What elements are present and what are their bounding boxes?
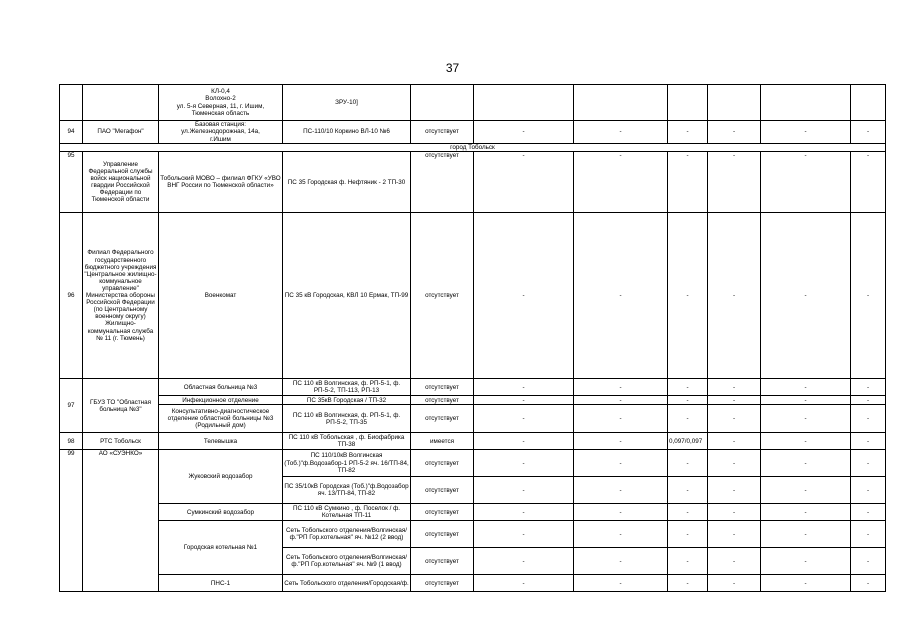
cell-value: - — [761, 433, 851, 450]
cell-value: - — [761, 504, 851, 521]
cell-value: - — [668, 121, 708, 144]
cell-value: - — [761, 121, 851, 144]
cell-object: Телевышка — [159, 433, 283, 450]
table-row — [60, 379, 886, 396]
cell-status: отсутствует — [411, 213, 474, 379]
cell-object: Военкомат — [159, 213, 283, 379]
cell-status: отсутствует — [411, 575, 474, 592]
cell-status: отсутствует — [411, 450, 474, 477]
cell-value: - — [474, 504, 574, 521]
city-header: город Тобольск — [60, 144, 886, 152]
cell-value: - — [574, 152, 668, 213]
cell-object: Базовая станция: ул.Железнодорожная, 14а, г.Ишим — [159, 121, 283, 144]
cell-value: - — [761, 450, 851, 477]
cell-value: - — [574, 396, 668, 405]
data-table — [59, 84, 886, 592]
cell-value: - — [668, 504, 708, 521]
cell-value: - — [761, 405, 851, 433]
cell-value: - — [574, 405, 668, 433]
cell-value: - — [668, 405, 708, 433]
cell-value: - — [708, 121, 761, 144]
cell-org: РТС Тобольск — [83, 433, 159, 450]
cell-value: - — [761, 575, 851, 592]
cell-value: - — [851, 521, 886, 548]
cell-org: Филиал Федерального государственного бюджетного учреждения "Центральное жилищно-коммунальное управление" Министерства обороны Российской Федерации (по Центральному военному округу) Жилищно-коммунальная служба № 11 (г. Тюмень) — [83, 213, 159, 379]
cell-value: - — [851, 121, 886, 144]
cell-value: - — [708, 379, 761, 396]
cell-value: - — [668, 521, 708, 548]
cell-value: - — [708, 477, 761, 504]
cell-value: - — [474, 477, 574, 504]
cell-feeder: Сеть Тобольского отделения/Волгинская/ф."РП Гор.котельная" яч. №9 (1 ввод) — [283, 548, 411, 575]
cell-value: - — [574, 121, 668, 144]
cell-object: Консультативно-диагностическое отделение областной больницы №3 (Родильный дом) — [159, 405, 283, 433]
cell-status: отсутствует — [411, 548, 474, 575]
cell-value: - — [761, 379, 851, 396]
cell-feeder: ЗРУ-10] — [283, 85, 411, 121]
table-row — [60, 405, 886, 433]
cell-value: 0,097/0,097 — [668, 433, 708, 450]
cell-feeder: ПС 110 кВ Сумкино , ф. Поселок / ф. Котельная ТП-11 — [283, 504, 411, 521]
cell-num: 97 — [60, 379, 83, 433]
cell-feeder: Сеть Тобольского отделения/Городская/ф. — [283, 575, 411, 592]
cell-value: - — [574, 575, 668, 592]
cell-feeder: ПС 110 кВ Тобольская , ф. Биофабрика ТП-38 — [283, 433, 411, 450]
table-row — [60, 152, 886, 213]
cell-value: - — [574, 450, 668, 477]
table-row — [60, 213, 886, 379]
cell-value: - — [474, 396, 574, 405]
cell-value: - — [668, 548, 708, 575]
cell-value: - — [474, 379, 574, 396]
cell-value: - — [574, 213, 668, 379]
table-row — [60, 450, 886, 477]
cell-value: - — [474, 450, 574, 477]
cell-status: отсутствует — [411, 121, 474, 144]
table-row — [60, 504, 886, 521]
cell-value: - — [574, 379, 668, 396]
cell-status: имеется — [411, 433, 474, 450]
cell-value: - — [574, 504, 668, 521]
cell-org: АО «СУЭНКО» — [83, 450, 159, 592]
cell-object: Тобольский МОВО – филиал ФГКУ «УВО ВНГ России по Тюменской области» — [159, 152, 283, 213]
cell-value: - — [708, 575, 761, 592]
cell-value: - — [761, 521, 851, 548]
cell-feeder: ПС 35кВ Городская / ТП-32 — [283, 396, 411, 405]
cell-value: - — [474, 575, 574, 592]
cell-value: - — [708, 433, 761, 450]
page-number: 37 — [445, 61, 460, 75]
cell-value: - — [851, 396, 886, 405]
cell-object: Жуковский водозабор — [159, 450, 283, 504]
cell-value: - — [851, 405, 886, 433]
section-header-row — [60, 144, 886, 152]
cell-value: - — [574, 548, 668, 575]
cell-value: - — [574, 521, 668, 548]
cell-org: ГБУЗ ТО "Областная больница №3" — [83, 379, 159, 433]
cell-value: - — [474, 521, 574, 548]
cell-num: 94 — [60, 121, 83, 144]
cell-value: - — [761, 396, 851, 405]
cell-value: - — [851, 504, 886, 521]
cell-value: - — [851, 548, 886, 575]
cell-org: ПАО "Мегафон" — [83, 121, 159, 144]
cell-value: - — [474, 121, 574, 144]
cell-value: - — [574, 433, 668, 450]
cell-object: Городская котельная №1 — [159, 521, 283, 575]
cell-value: - — [761, 477, 851, 504]
cell-value: - — [851, 379, 886, 396]
cell-feeder: ПС 35 кВ Городская, КВЛ 10 Ермак, ТП-99 — [283, 213, 411, 379]
table-row — [60, 433, 886, 450]
cell-value: - — [474, 548, 574, 575]
cell-value: - — [668, 152, 708, 213]
table-row — [60, 85, 886, 121]
cell-status: отсутствует — [411, 521, 474, 548]
cell-value: - — [668, 379, 708, 396]
cell-value: - — [574, 477, 668, 504]
cell-feeder: ПС 35/10кВ Городская (Тоб.)"ф.Водозабор яч. 13/ТП-84, ТП-82 — [283, 477, 411, 504]
cell-feeder: ПС-110/10 Коркино ВЛ-10 №6 — [283, 121, 411, 144]
cell-value: - — [668, 213, 708, 379]
cell-value: - — [708, 450, 761, 477]
cell-object: Инфекционное отделение — [159, 396, 283, 405]
table-row — [60, 121, 886, 144]
cell-value: - — [851, 575, 886, 592]
cell-value: - — [668, 477, 708, 504]
cell-num: 99 — [60, 450, 83, 592]
cell-feeder: ПС 35 Городская ф. Нефтяник - 2 ТП-30 — [283, 152, 411, 213]
cell-value: - — [708, 405, 761, 433]
cell-value: - — [668, 450, 708, 477]
cell-status: отсутствует — [411, 405, 474, 433]
cell-value: - — [851, 213, 886, 379]
cell-object: ПНС-1 — [159, 575, 283, 592]
cell-object: Областная больница №3 — [159, 379, 283, 396]
cell-value: - — [761, 213, 851, 379]
cell-feeder: Сеть Тобольского отделения/Волгинская/ф."РП Гор.котельная" яч. №12 (2 ввод) — [283, 521, 411, 548]
cell-feeder: ПС 110/10кВ Волгинская (Тоб.)"ф.Водозабор-1 РП-5-2 яч. 16/ТП-84, ТП-82 — [283, 450, 411, 477]
cell-status: отсутствует — [411, 152, 474, 213]
cell-num: 95 — [60, 152, 83, 213]
cell-value: - — [708, 504, 761, 521]
cell-value: - — [761, 548, 851, 575]
cell-status: отсутствует — [411, 477, 474, 504]
cell-num: 98 — [60, 433, 83, 450]
cell-feeder: ПС 110 кВ Волгинская, ф. РП-5-1, ф. РП-5-2, ТП-35 — [283, 405, 411, 433]
cell-value: - — [474, 213, 574, 379]
cell-value: - — [474, 152, 574, 213]
cell-value: - — [474, 405, 574, 433]
cell-object: КЛ-0,4 Волохно-2 ул. 5-я Северная, 11, г. Ишим, Тюменская область — [159, 85, 283, 121]
cell-value: - — [668, 575, 708, 592]
cell-feeder: ПС 110 кВ Волгинская, ф. РП-5-1, ф. РП-5-2, ТП-113, РП-13 — [283, 379, 411, 396]
cell-value: - — [708, 521, 761, 548]
cell-num — [60, 85, 83, 121]
cell-value: - — [851, 433, 886, 450]
cell-value: - — [708, 548, 761, 575]
cell-object: Сумкинский водозабор — [159, 504, 283, 521]
cell-value: - — [708, 213, 761, 379]
cell-value: - — [851, 450, 886, 477]
table-row — [60, 521, 886, 548]
cell-status: отсутствует — [411, 396, 474, 405]
cell-value: - — [708, 152, 761, 213]
cell-org — [83, 85, 159, 121]
cell-num: 96 — [60, 213, 83, 379]
cell-value: - — [761, 152, 851, 213]
table-row — [60, 575, 886, 592]
cell-value: - — [851, 477, 886, 504]
cell-status: отсутствует — [411, 379, 474, 396]
cell-value: - — [708, 396, 761, 405]
cell-value: - — [474, 433, 574, 450]
table-row — [60, 396, 886, 405]
cell-status: отсутствует — [411, 504, 474, 521]
cell-value: - — [668, 396, 708, 405]
cell-value: - — [851, 152, 886, 213]
cell-org: Управление Федеральной службы войск национальной гвардии Российской Федерации по Тюменской области — [83, 152, 159, 213]
